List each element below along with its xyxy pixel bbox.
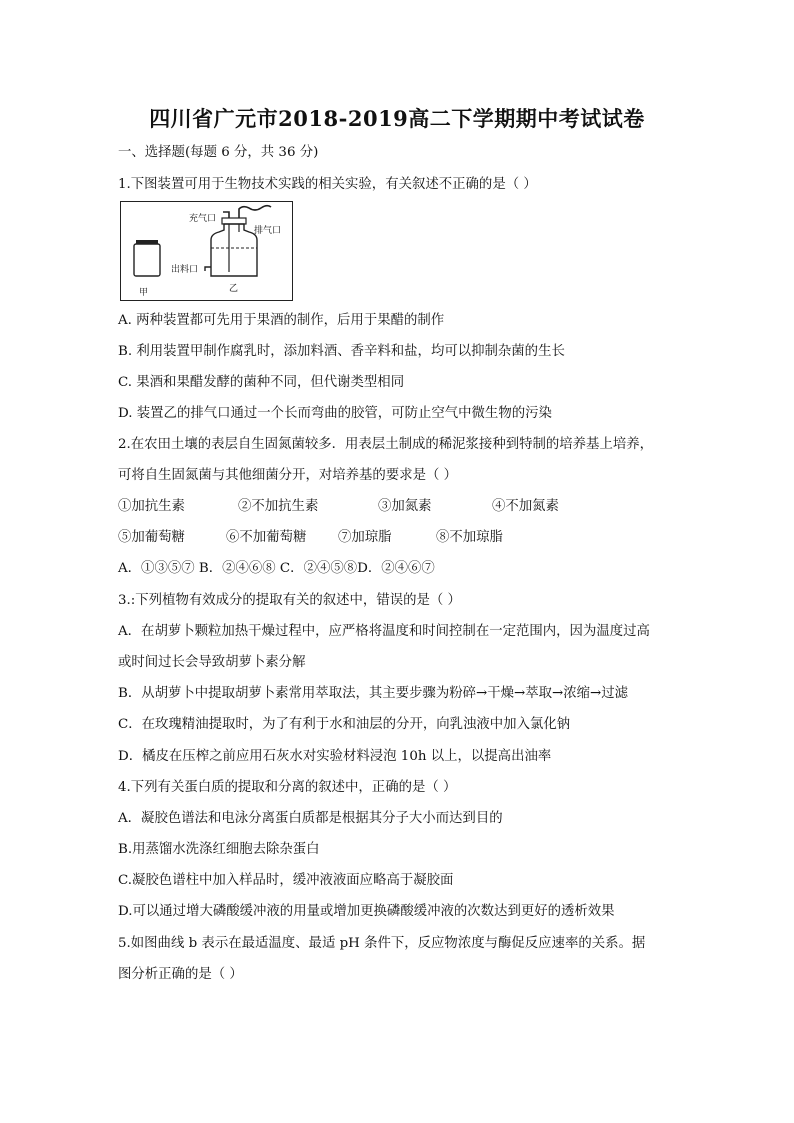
question-4-option-b: B.用蒸馏水洗涤红细胞去除杂蛋白	[118, 842, 320, 857]
choice-6: ⑥不加葡萄糖	[226, 530, 307, 545]
choice-3: ③加氮素	[378, 499, 432, 514]
choice-4: ④不加氮素	[492, 499, 559, 514]
question-3-stem: 3.:下列植物有效成分的提取有关的叙述中，错误的是（ ）	[118, 593, 461, 608]
choice-7: ⑦加琼脂	[338, 530, 392, 545]
choice-1: ①加抗生素	[118, 499, 185, 514]
section-heading: 一、选择题(每题 6 分，共 36 分)	[118, 145, 319, 160]
question-1-option-c: C. 果酒和果醋发酵的菌种不同，但代谢类型相同	[118, 375, 405, 390]
question-4-option-a: A．凝胶色谱法和电泳分离蛋白质都是根据其分子大小而达到目的	[118, 811, 503, 826]
question-1-option-b: B. 利用装置甲制作腐乳时，添加料酒、香辛料和盐，均可以抑制杂菌的生长	[118, 344, 565, 359]
question-4-option-d: D.可以通过增大磷酸缓冲液的用量或增加更换磷酸缓冲液的次数达到更好的透析效果	[118, 904, 615, 919]
choice-5: ⑤加葡萄糖	[118, 530, 185, 545]
label-inlet: 充气口	[189, 214, 217, 224]
question-3-option-a-line1: A．在胡萝卜颗粒加热干燥过程中，应严格将温度和时间控制在一定范围内，因为温度过高	[118, 624, 650, 639]
question-1-stem: 1.下图装置可用于生物技术实践的相关实验，有关叙述不正确的是（ ）	[118, 177, 537, 192]
question-5-stem-line2: 图分析正确的是（ ）	[118, 967, 243, 982]
label-discharge: 出料口	[171, 265, 199, 275]
label-yi: 乙	[229, 284, 239, 294]
label-jia: 甲	[139, 288, 149, 298]
exam-title: 四川省广元市2018-2019高二下学期期中考试试卷	[149, 106, 645, 131]
question-2-stem-line2: 可将自生固氮菌与其他细菌分开，对培养基的要求是（ ）	[118, 468, 458, 483]
question-3-option-d: D．橘皮在压榨之前应用石灰水对实验材料浸泡 10h 以上，以提高出油率	[118, 749, 552, 764]
label-outlet: 排气口	[254, 226, 282, 236]
question-4-option-c: C.凝胶色谱柱中加入样品时，缓冲液液面应略高于凝胶面	[118, 873, 454, 888]
question-5-stem-line1: 5.如图曲线 b 表示在最适温度、最适 pH 条件下，反应物浓度与酶促反应速率的关系。据	[118, 936, 646, 951]
choice-2: ②不加抗生素	[238, 499, 319, 514]
fermentation-apparatus-figure	[120, 201, 293, 301]
question-4-stem: 4.下列有关蛋白质的提取和分离的叙述中，正确的是（ ）	[118, 780, 457, 795]
question-3-option-c: C．在玫瑰精油提取时，为了有利于水和油层的分开，向乳浊液中加入氯化钠	[118, 717, 571, 732]
choice-8: ⑧不加琼脂	[436, 530, 503, 545]
question-1-option-a: A. 两种装置都可先用于果酒的制作，后用于果醋的制作	[118, 313, 445, 328]
question-1-option-d: D. 装置乙的排气口通过一个长而弯曲的胶管，可防止空气中微生物的污染	[118, 406, 552, 421]
question-3-option-a-line2: 或时间过长会导致胡萝卜素分解	[118, 655, 306, 670]
question-2-stem-line1: 2.在农田土壤的表层自生固氮菌较多．用表层土制成的稀泥浆接种到特制的培养基上培养，	[118, 437, 654, 452]
question-3-option-b: B．从胡萝卜中提取胡萝卜素常用萃取法，其主要步骤为粉碎→干燥→萃取→浓缩→过滤	[118, 686, 628, 701]
question-2-answers: A．①③⑤⑦ B．②④⑥⑧ C．②④⑤⑧D．②④⑥⑦	[118, 561, 435, 576]
